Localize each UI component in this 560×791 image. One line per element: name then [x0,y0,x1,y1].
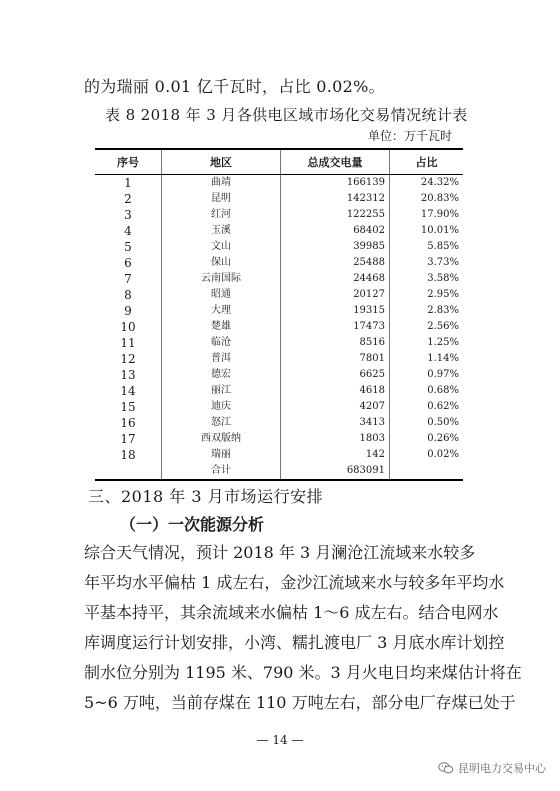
body-line: 库调度运行计划安排，小湾、糯扎渡电厂 3 月底水库计划控 [84,633,505,652]
cell-share: 2.95% [390,287,464,303]
table-body [95,175,463,481]
cell-volume: 68402 [281,223,390,239]
body-line: 年平均水平偏枯 1 成左右，金沙江流域来水与较多年平均水 [84,573,505,592]
table-row [95,335,463,351]
intro-line: 的为瑞丽 0.01 亿千瓦时，占比 0.02%。 [84,77,385,96]
cell-area: 楚雄 [162,319,281,335]
table-row [95,319,463,335]
table-row [95,303,463,319]
cell-share: 3.58% [390,271,464,287]
cell-no: 18 [95,447,162,463]
cell-share: 1.25% [390,335,464,351]
cell-share: 0.97% [390,367,464,383]
cell-no: 17 [95,431,162,447]
table-row [95,351,463,367]
cell-no: 15 [95,399,162,415]
unit-label: 单位：万千瓦时 [367,129,452,143]
cell-area: 西双版纳 [162,431,281,447]
table-row [95,415,463,431]
table-row [95,191,463,207]
cell-share: 20.83% [390,191,464,207]
table-row [95,271,463,287]
wechat-icon [438,762,454,774]
cell-share: 2.83% [390,303,464,319]
cell-share: 0.50% [390,415,464,431]
cell-share: 2.56% [390,319,464,335]
cell-share: 0.68% [390,383,464,399]
cell-volume: 6625 [281,367,390,383]
cell-no: 5 [95,239,162,255]
header-share: 占比 [390,149,464,175]
table-row [95,447,463,463]
table-row [95,255,463,271]
cell-area: 怒江 [162,415,281,431]
table-row [95,431,463,447]
cell-volume: 683091 [281,463,390,480]
cell-area: 昆明 [162,191,281,207]
cell-volume: 39985 [281,239,390,255]
cell-no: 8 [95,287,162,303]
table-header-row [95,149,463,175]
cell-volume: 3413 [281,415,390,431]
watermark-text: 昆明电力交易中心 [458,762,546,775]
cell-area: 昭通 [162,287,281,303]
table-row [95,367,463,383]
cell-share: 0.26% [390,431,464,447]
cell-area: 保山 [162,255,281,271]
section-title: 三、2018 年 3 月市场运行安排 [88,487,324,506]
cell-area: 迪庆 [162,399,281,415]
cell-no: 14 [95,383,162,399]
cell-share: 17.90% [390,207,464,223]
table-row [95,207,463,223]
body-line: 5~6 万吨，当前存煤在 110 万吨左右，部分电厂存煤已处于 [84,693,516,712]
cell-volume: 24468 [281,271,390,287]
table-row [95,239,463,255]
body-line: 平基本持平，其余流域来水偏枯 1～6 成左右。结合电网水 [84,603,499,622]
cell-volume: 142 [281,447,390,463]
subsection-title: （一）一次能源分析 [120,515,265,534]
cell-no: 3 [95,207,162,223]
cell-no: 10 [95,319,162,335]
cell-share: 1.14% [390,351,464,367]
table-row [95,175,463,192]
body-line: 综合天气情况，预计 2018 年 3 月澜沧江流域来水较多 [84,543,476,562]
cell-volume: 8516 [281,335,390,351]
cell-no: 6 [95,255,162,271]
cell-volume: 122255 [281,207,390,223]
cell-area: 临沧 [162,335,281,351]
cell-no: 12 [95,351,162,367]
header-volume: 总成交电量 [281,149,390,175]
cell-volume: 4618 [281,383,390,399]
page-number: — 14 — [256,733,304,747]
cell-area: 文山 [162,239,281,255]
cell-area: 曲靖 [162,175,281,192]
cell-area: 普洱 [162,351,281,367]
cell-volume: 142312 [281,191,390,207]
cell-no: 16 [95,415,162,431]
watermark [438,760,546,776]
cell-no: 11 [95,335,162,351]
table-title: 表 8 2018 年 3 月各供电区域市场化交易情况统计表 [105,106,468,124]
cell-volume: 4207 [281,399,390,415]
cell-area: 云南国际 [162,271,281,287]
cell-share: 0.02% [390,447,464,463]
cell-no: 2 [95,191,162,207]
cell-volume: 166139 [281,175,390,192]
cell-area: 玉溪 [162,223,281,239]
table-row [95,383,463,399]
cell-no [95,463,162,480]
header-area: 地区 [162,149,281,175]
cell-share: 5.85% [390,239,464,255]
cell-share: 3.73% [390,255,464,271]
table-row [95,287,463,303]
header-no: 序号 [95,149,162,175]
cell-volume: 25488 [281,255,390,271]
cell-volume: 17473 [281,319,390,335]
cell-volume: 1803 [281,431,390,447]
cell-area: 德宏 [162,367,281,383]
cell-no: 13 [95,367,162,383]
table-row [95,223,463,239]
trading-statistics-table [95,148,463,481]
cell-volume: 19315 [281,303,390,319]
cell-share: 0.62% [390,399,464,415]
cell-share: 10.01% [390,223,464,239]
cell-no: 1 [95,175,162,192]
cell-no: 7 [95,271,162,287]
cell-area: 红河 [162,207,281,223]
cell-volume: 20127 [281,287,390,303]
cell-share [390,463,464,480]
cell-no: 9 [95,303,162,319]
cell-area: 合计 [162,463,281,480]
cell-area: 丽江 [162,383,281,399]
table-total-row [95,463,463,480]
body-line: 制水位分别为 1195 米、790 米。3 月火电日均来煤估计将在 [84,663,522,682]
cell-share: 24.32% [390,175,464,192]
table-row [95,399,463,415]
cell-volume: 7801 [281,351,390,367]
cell-no: 4 [95,223,162,239]
cell-area: 瑞丽 [162,447,281,463]
cell-area: 大理 [162,303,281,319]
